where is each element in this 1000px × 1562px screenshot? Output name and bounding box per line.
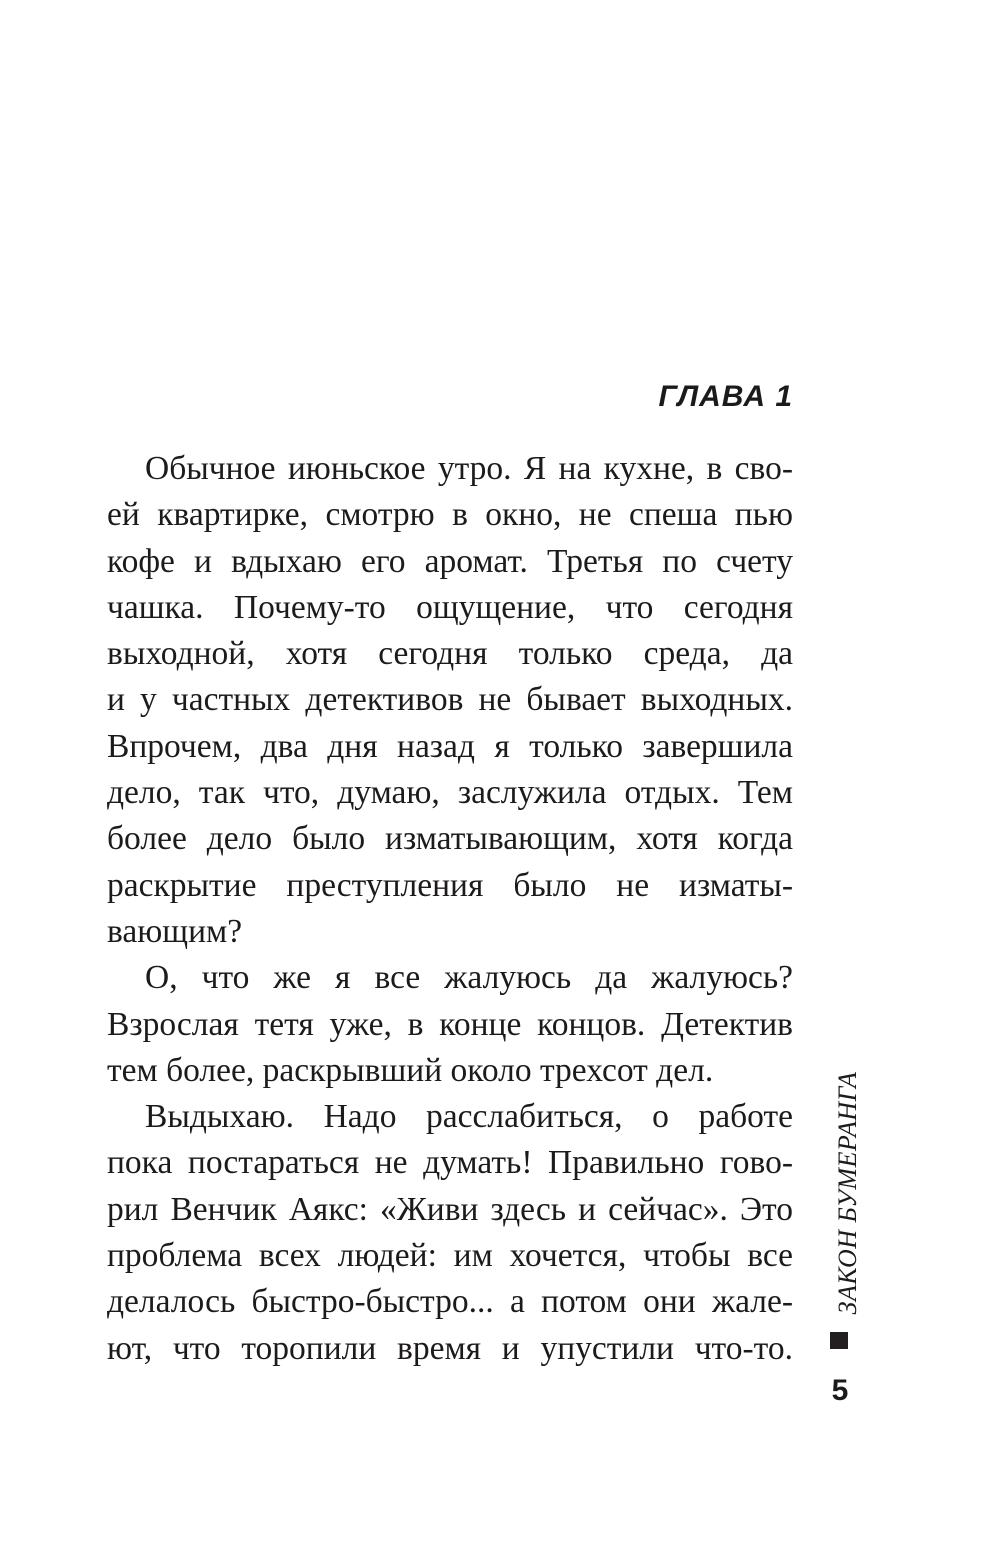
text-line: О, что же я все жалуюсь да жалуюсь? bbox=[145, 959, 793, 997]
text-line: дело, так что, думаю, заслужила отдых. Тем bbox=[107, 774, 793, 812]
chapter-heading: ГЛАВА 1 bbox=[658, 380, 793, 413]
text-line: Выдыхаю. Надо расслабиться, о работе bbox=[145, 1098, 793, 1136]
text-line: делалось быстро-быстро... а потом они жале- bbox=[107, 1283, 793, 1321]
text-line: Впрочем, два дня назад я только завершила bbox=[107, 727, 793, 765]
text-line: Обычное июньское утро. Я на кухне, в сво- bbox=[145, 450, 793, 487]
page-number: 5 bbox=[831, 1374, 849, 1407]
text-line: тем более, раскрывший около трехсот дел. bbox=[107, 1051, 714, 1089]
text-line: ей квартирке, смотрю в окно, не спеша пью bbox=[107, 496, 793, 534]
body-text bbox=[107, 446, 793, 1372]
text-line: рил Венчик Аякс: «Живи здесь и сейчас». Это bbox=[107, 1190, 793, 1228]
text-line: более дело было изматывающим, хотя когда bbox=[107, 820, 793, 858]
text-line: вающим? bbox=[107, 912, 243, 950]
text-line: и у частных детективов не бывает выходных. bbox=[107, 681, 793, 719]
text-line: проблема всех людей: им хочется, чтобы все bbox=[107, 1237, 793, 1275]
text-line: раскрытие преступления было не изматы- bbox=[107, 866, 793, 904]
section-marker-square-icon bbox=[830, 1332, 848, 1349]
text-line: выходной, хотя сегодня только среда, да bbox=[107, 635, 793, 673]
text-line: пока постараться не думать! Правильно гово- bbox=[107, 1144, 793, 1182]
text-line: чашка. Почему-то ощущение, что сегодня bbox=[107, 588, 793, 626]
text-line: кофе и вдыхаю его аромат. Третья по счету bbox=[107, 542, 793, 580]
text-line: ют, что торопили время и упустили что-то. bbox=[107, 1329, 793, 1367]
text-line: Взрослая тетя уже, в конце концов. Детектив bbox=[107, 1005, 793, 1043]
running-title-vertical: ЗАКОН БУМЕРАНГА bbox=[833, 1071, 862, 1315]
